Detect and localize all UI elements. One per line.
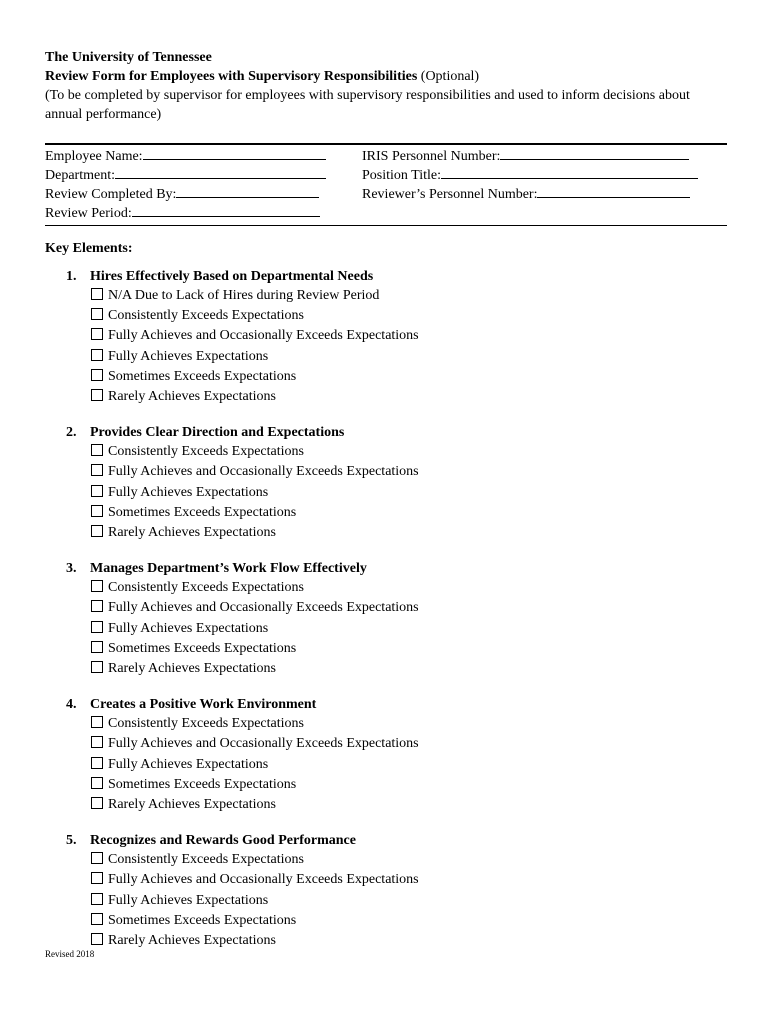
rating-option[interactable] [91, 755, 727, 775]
review-completed-by-label: Review Completed By: [45, 187, 177, 202]
iris-number-field[interactable] [500, 147, 689, 160]
key-element-title-text: Provides Clear Direction and Expectations [90, 425, 345, 441]
rating-option[interactable] [91, 483, 727, 503]
checkbox[interactable] [91, 308, 103, 320]
key-element-number: 3. [66, 561, 77, 577]
rating-option-label: Fully Achieves Expectations [108, 620, 269, 636]
review-form-page [45, 48, 727, 951]
rating-option[interactable] [91, 870, 727, 890]
fields-divider [45, 225, 727, 226]
key-element-title-text: Hires Effectively Based on Departmental Needs [90, 269, 374, 284]
checkbox[interactable] [91, 641, 103, 653]
rating-option-label: Fully Achieves and Occasionally Exceeds Expectations [108, 736, 419, 752]
rating-option[interactable] [91, 659, 727, 679]
rating-option-label: Consistently Exceeds Expectations [108, 716, 304, 732]
rating-option-label: Rarely Achieves Expectations [108, 525, 276, 541]
checkbox[interactable] [91, 580, 103, 592]
key-element-title [66, 695, 727, 714]
rating-option[interactable] [91, 367, 727, 387]
rating-option-label: Fully Achieves Expectations [108, 892, 269, 908]
form-instructions: (To be completed by supervisor for employees with supervisory responsibilities and used to inform decisions about annual performance) [45, 88, 690, 122]
rating-option-label: Sometimes Exceeds Expectations [108, 368, 297, 384]
key-element-section [45, 423, 727, 543]
checkbox[interactable] [91, 797, 103, 809]
key-element-section [45, 559, 727, 679]
rating-option[interactable] [91, 639, 727, 659]
university-name: The University of Tennessee [45, 50, 212, 65]
employee-info-fields [45, 145, 727, 225]
form-title-line [45, 67, 727, 86]
checkbox[interactable] [91, 893, 103, 905]
rating-option-label: Sometimes Exceeds Expectations [108, 640, 297, 656]
rating-option[interactable] [91, 931, 727, 951]
rating-option[interactable] [91, 462, 727, 482]
rating-option[interactable] [91, 442, 727, 462]
rating-option[interactable] [91, 326, 727, 346]
checkbox[interactable] [91, 661, 103, 673]
rating-option[interactable] [91, 306, 727, 326]
key-elements-heading: Key Elements: [45, 241, 133, 256]
checkbox[interactable] [91, 933, 103, 945]
rating-option-label: Fully Achieves Expectations [108, 348, 269, 364]
key-element-number: 1. [66, 269, 77, 284]
checkbox[interactable] [91, 444, 103, 456]
department-label: Department: [45, 168, 115, 183]
rating-option-label: Fully Achieves and Occasionally Exceeds Expectations [108, 600, 419, 616]
checkbox[interactable] [91, 716, 103, 728]
review-completed-by-field[interactable] [176, 185, 319, 198]
rating-option-label: Rarely Achieves Expectations [108, 933, 276, 949]
reviewer-number-label: Reviewer’s Personnel Number: [362, 187, 538, 202]
rating-option[interactable] [91, 891, 727, 911]
key-element-title [66, 423, 727, 442]
checkbox[interactable] [91, 757, 103, 769]
rating-option-label: Consistently Exceeds Expectations [108, 308, 304, 324]
rating-option-label: Consistently Exceeds Expectations [108, 444, 304, 460]
key-element-section [45, 695, 727, 815]
key-element-section [45, 831, 727, 951]
rating-option[interactable] [91, 578, 727, 598]
employee-name-label: Employee Name: [45, 149, 143, 164]
rating-option[interactable] [91, 387, 727, 407]
key-element-number: 5. [66, 833, 77, 849]
rating-option-label: Fully Achieves Expectations [108, 756, 269, 772]
rating-option[interactable] [91, 795, 727, 815]
rating-option-label: N/A Due to Lack of Hires during Review Period [108, 288, 380, 303]
rating-option-label: Fully Achieves and Occasionally Exceeds Expectations [108, 872, 419, 888]
review-period-label: Review Period: [45, 206, 132, 221]
rating-option[interactable] [91, 347, 727, 367]
checkbox[interactable] [91, 288, 103, 300]
rating-option-label: Fully Achieves Expectations [108, 484, 269, 500]
checkbox[interactable] [91, 600, 103, 612]
optional-note: (Optional) [420, 69, 480, 84]
rating-option-label: Rarely Achieves Expectations [108, 389, 276, 405]
review-period-field[interactable] [132, 204, 320, 217]
rating-option-label: Consistently Exceeds Expectations [108, 580, 304, 596]
rating-option[interactable] [91, 911, 727, 931]
rating-option[interactable] [91, 734, 727, 754]
key-element-number: 2. [66, 425, 77, 441]
position-title-field[interactable] [441, 166, 698, 179]
rating-option[interactable] [91, 503, 727, 523]
rating-option-label: Fully Achieves and Occasionally Exceeds Expectations [108, 464, 419, 480]
rating-option-label: Fully Achieves and Occasionally Exceeds Expectations [108, 328, 419, 344]
rating-option-label: Sometimes Exceeds Expectations [108, 912, 297, 928]
rating-option[interactable] [91, 775, 727, 795]
key-element-title-text: Manages Department’s Work Flow Effectively [90, 561, 367, 577]
checkbox[interactable] [91, 389, 103, 401]
rating-option-label: Sometimes Exceeds Expectations [108, 776, 297, 792]
key-element-title [66, 831, 727, 850]
key-element-title-text: Recognizes and Rewards Good Performance [90, 833, 356, 849]
rating-option-label: Rarely Achieves Expectations [108, 797, 276, 813]
checkbox[interactable] [91, 913, 103, 925]
rating-option[interactable] [91, 714, 727, 734]
position-title-label: Position Title: [362, 168, 441, 183]
checkbox[interactable] [91, 872, 103, 884]
checkbox[interactable] [91, 777, 103, 789]
rating-option[interactable] [91, 619, 727, 639]
iris-number-label: IRIS Personnel Number: [362, 149, 501, 164]
checkbox[interactable] [91, 328, 103, 340]
checkbox[interactable] [91, 525, 103, 537]
checkbox[interactable] [91, 736, 103, 748]
rating-option-label: Consistently Exceeds Expectations [108, 852, 304, 868]
checkbox[interactable] [91, 505, 103, 517]
key-element-title [66, 559, 727, 578]
rating-option[interactable] [91, 286, 727, 306]
revised-date: Revised 2018 [45, 949, 95, 959]
department-field[interactable] [115, 166, 326, 179]
key-elements-list [45, 267, 727, 951]
reviewer-number-field[interactable] [537, 185, 690, 198]
form-header [45, 48, 727, 124]
key-element-number: 4. [66, 697, 77, 713]
checkbox[interactable] [91, 369, 103, 381]
rating-option[interactable] [91, 523, 727, 543]
checkbox[interactable] [91, 464, 103, 476]
key-element-section [45, 267, 727, 407]
checkbox[interactable] [91, 852, 103, 864]
checkbox[interactable] [91, 485, 103, 497]
checkbox[interactable] [91, 349, 103, 361]
rating-option-label: Sometimes Exceeds Expectations [108, 504, 297, 520]
checkbox[interactable] [91, 621, 103, 633]
employee-name-field[interactable] [143, 147, 326, 160]
key-element-title [66, 267, 727, 286]
rating-option-label: Rarely Achieves Expectations [108, 661, 276, 677]
form-title: Review Form for Employees with Supervisory Responsibilities [45, 69, 418, 84]
rating-option[interactable] [91, 598, 727, 618]
key-element-title-text: Creates a Positive Work Environment [90, 697, 317, 713]
rating-option[interactable] [91, 850, 727, 870]
